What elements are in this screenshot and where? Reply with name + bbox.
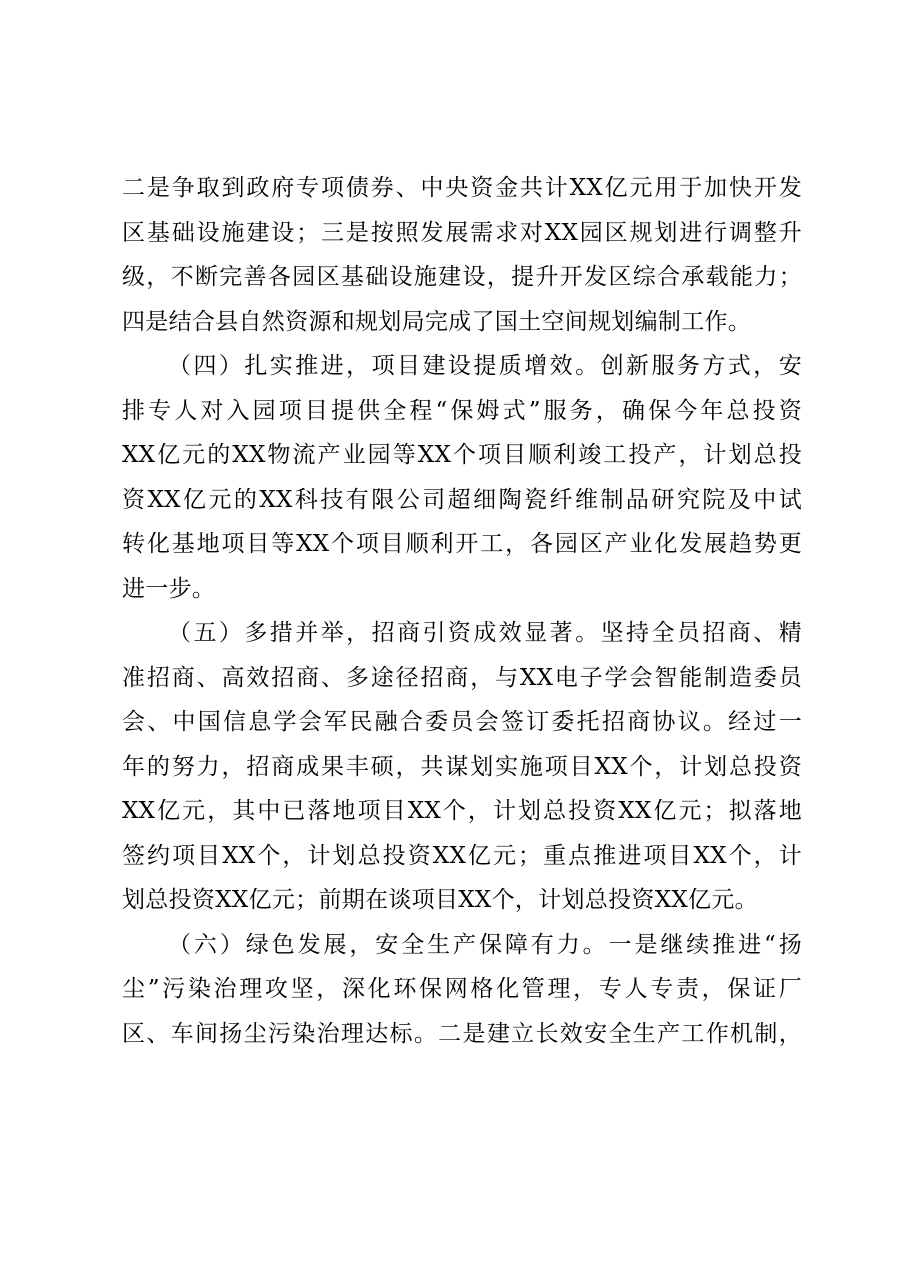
- paragraph-investment-promotion: [122, 611, 802, 923]
- document-page: [122, 166, 802, 1056]
- paragraph-green-safety: [122, 923, 802, 1057]
- text-line: 尘”污染治理攻坚，深化环保网格化管理，专人专责，保证厂: [122, 976, 802, 1002]
- text-line: 进一步。: [122, 575, 216, 602]
- text-line: 签约项目XX个，计划总投资XX亿元；重点推进项目XX个，计: [122, 842, 802, 869]
- text-line: 会、中国信息学会军民融合委员会签订委托招商协议。经过一: [122, 709, 802, 735]
- text-line: （四）扎实推进，项目建设提质增效。创新服务方式，安: [168, 353, 802, 379]
- text-line: XX亿元，其中已落地项目XX个，计划总投资XX亿元；拟落地: [122, 798, 802, 824]
- text-line: 四是结合县自然资源和规划局完成了国土空间规划编制工作。: [122, 308, 752, 335]
- text-line: 级，不断完善各园区基础设施建设，提升开发区综合承载能力；: [122, 264, 802, 290]
- text-line: 资XX亿元的XX科技有限公司超细陶瓷纤维制品研究院及中试: [122, 486, 802, 513]
- text-line: XX亿元的XX物流产业园等XX个项目顺利竣工投产，计划总投: [122, 442, 802, 468]
- text-line: 准招商、高效招商、多途径招商，与XX电子学会智能制造委员: [122, 664, 802, 691]
- text-line: （六）绿色发展，安全生产保障有力。一是继续推进“扬: [168, 931, 802, 958]
- text-line: 转化基地项目等XX个项目顺利开工，各园区产业化发展趋势更: [122, 531, 802, 557]
- text-line: 排专人对入园项目提供全程“保姆式”服务，确保今年总投资: [122, 397, 802, 424]
- text-line: 划总投资XX亿元；前期在谈项目XX个，计划总投资XX亿元。: [122, 887, 758, 913]
- text-line: （五）多措并举，招商引资成效显著。坚持全员招商、精: [168, 620, 802, 646]
- paragraph-project-construction: [122, 344, 802, 611]
- text-line: 区基础设施建设；三是按照发展需求对XX园区规划进行调整升: [122, 219, 802, 246]
- paragraph-infrastructure: [122, 166, 802, 344]
- text-line: 年的努力，招商成果丰硕，共谋划实施项目XX个，计划总投资: [122, 753, 802, 780]
- text-line: 区、车间扬尘污染治理达标。二是建立长效安全生产工作机制，: [122, 1020, 802, 1047]
- text-line: 二是争取到政府专项债券、中央资金共计XX亿元用于加快开发: [122, 175, 802, 201]
